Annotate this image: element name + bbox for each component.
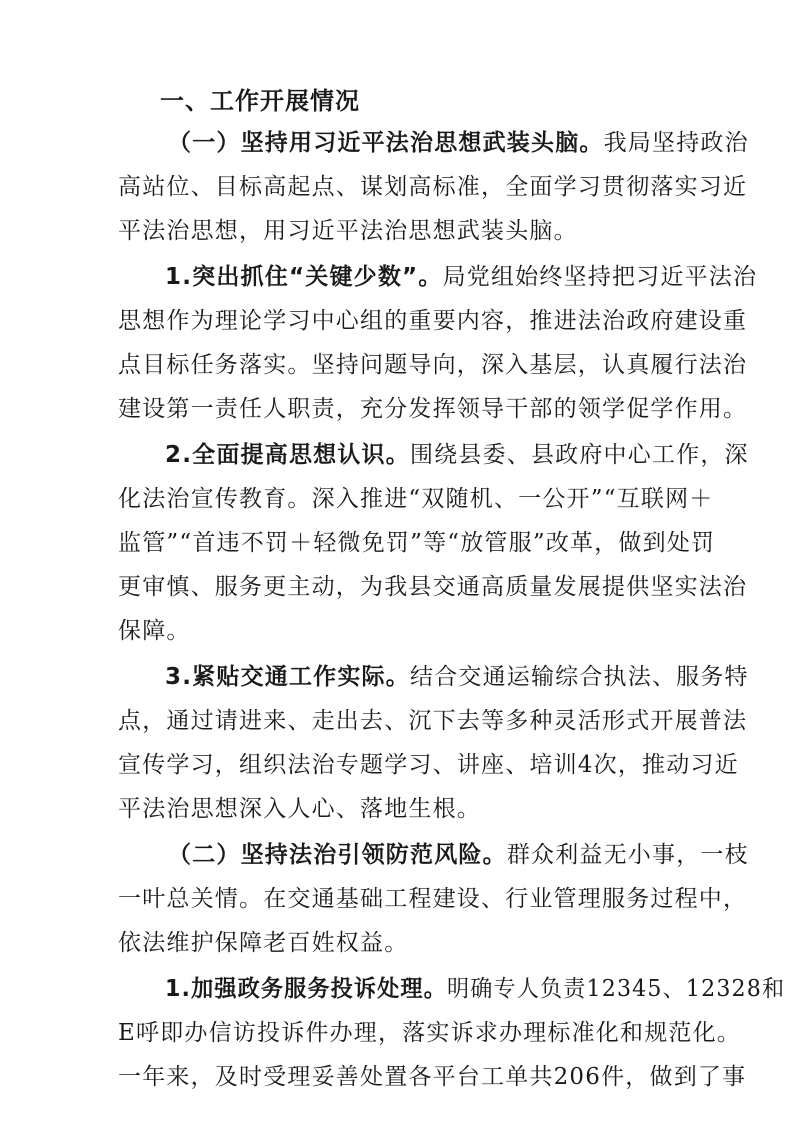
paragraph-line — [168, 840, 749, 870]
paragraph-text: 群众利益无小事，一枝 — [506, 842, 749, 868]
paragraph-line: E呼即办信访投诉件办理，落实诉求办理标准化和规范化。 — [118, 1020, 741, 1046]
paragraph-line: 监管”“首违不罚＋轻微免罚”等“放管服”改革，做到处罚 — [118, 530, 716, 556]
paragraph-line: 更审慎、服务更主动，为我县交通高质量发展提供坚实法治 — [118, 574, 748, 600]
paragraph-line — [165, 662, 749, 692]
paragraph-line: 平法治思想深入人心、落地生根。 — [118, 796, 481, 822]
paragraph-line: 思想作为理论学习中心组的重要内容，推进法治政府建设重 — [118, 308, 748, 334]
paragraph-text: 局党组始终坚持把习近平法治 — [442, 264, 758, 290]
section-heading: 一、工作开展情况 — [160, 87, 360, 115]
item-title: 1.突出抓住“关键少数”。 — [165, 264, 443, 290]
paragraph-line — [165, 262, 757, 292]
paragraph-text: 我局坚持政治 — [603, 130, 749, 156]
paragraph-line: 宣传学习，组织法治专题学习、讲座、培训4次，推动习近 — [118, 752, 739, 778]
item-title: 3.紧贴交通工作实际。 — [165, 664, 410, 690]
paragraph-line: 保障。 — [118, 618, 191, 644]
paragraph-text: 明确专人负责12345、12328和 — [446, 976, 786, 1002]
paragraph-line: 化法治宣传教育。深入推进“双随机、一公开”“互联网＋ — [118, 486, 714, 512]
paragraph-line — [165, 974, 785, 1004]
paragraph-line: 建设第一责任人职责，充分发挥领导干部的领学促学作用。 — [118, 396, 748, 422]
paragraph-line: 高站位、目标高起点、谋划高标准，全面学习贯彻落实习近 — [118, 174, 748, 200]
paragraph-line — [165, 440, 749, 470]
paragraph-line: 点，通过请进来、走出去、沉下去等多种灵活形式开展普法 — [118, 708, 748, 734]
paragraph-line: 平法治思想，用习近平法治思想武装头脑。 — [118, 218, 578, 244]
paragraph-line — [168, 128, 749, 158]
paragraph-line: 点目标任务落实。坚持问题导向，深入基层，认真履行法治 — [118, 352, 748, 378]
paragraph-line: 一叶总关情。在交通基础工程建设、行业管理服务过程中， — [118, 886, 748, 912]
paragraph-line: 依法维护保障老百姓权益。 — [118, 930, 409, 956]
item-title: 1.加强政务服务投诉处理。 — [165, 976, 447, 1002]
subsection-title: （一）坚持用习近平法治思想武装头脑。 — [168, 130, 604, 156]
paragraph-line: 一年来，及时受理妥善处置各平台工单共206件，做到了事 — [118, 1064, 747, 1090]
item-title: 2.全面提高思想认识。 — [165, 442, 410, 468]
paragraph-text: 结合交通运输综合执法、服务特 — [409, 664, 749, 690]
subsection-title: （二）坚持法治引领防范风险。 — [168, 842, 507, 868]
paragraph-text: 围绕县委、县政府中心工作，深 — [409, 442, 749, 468]
